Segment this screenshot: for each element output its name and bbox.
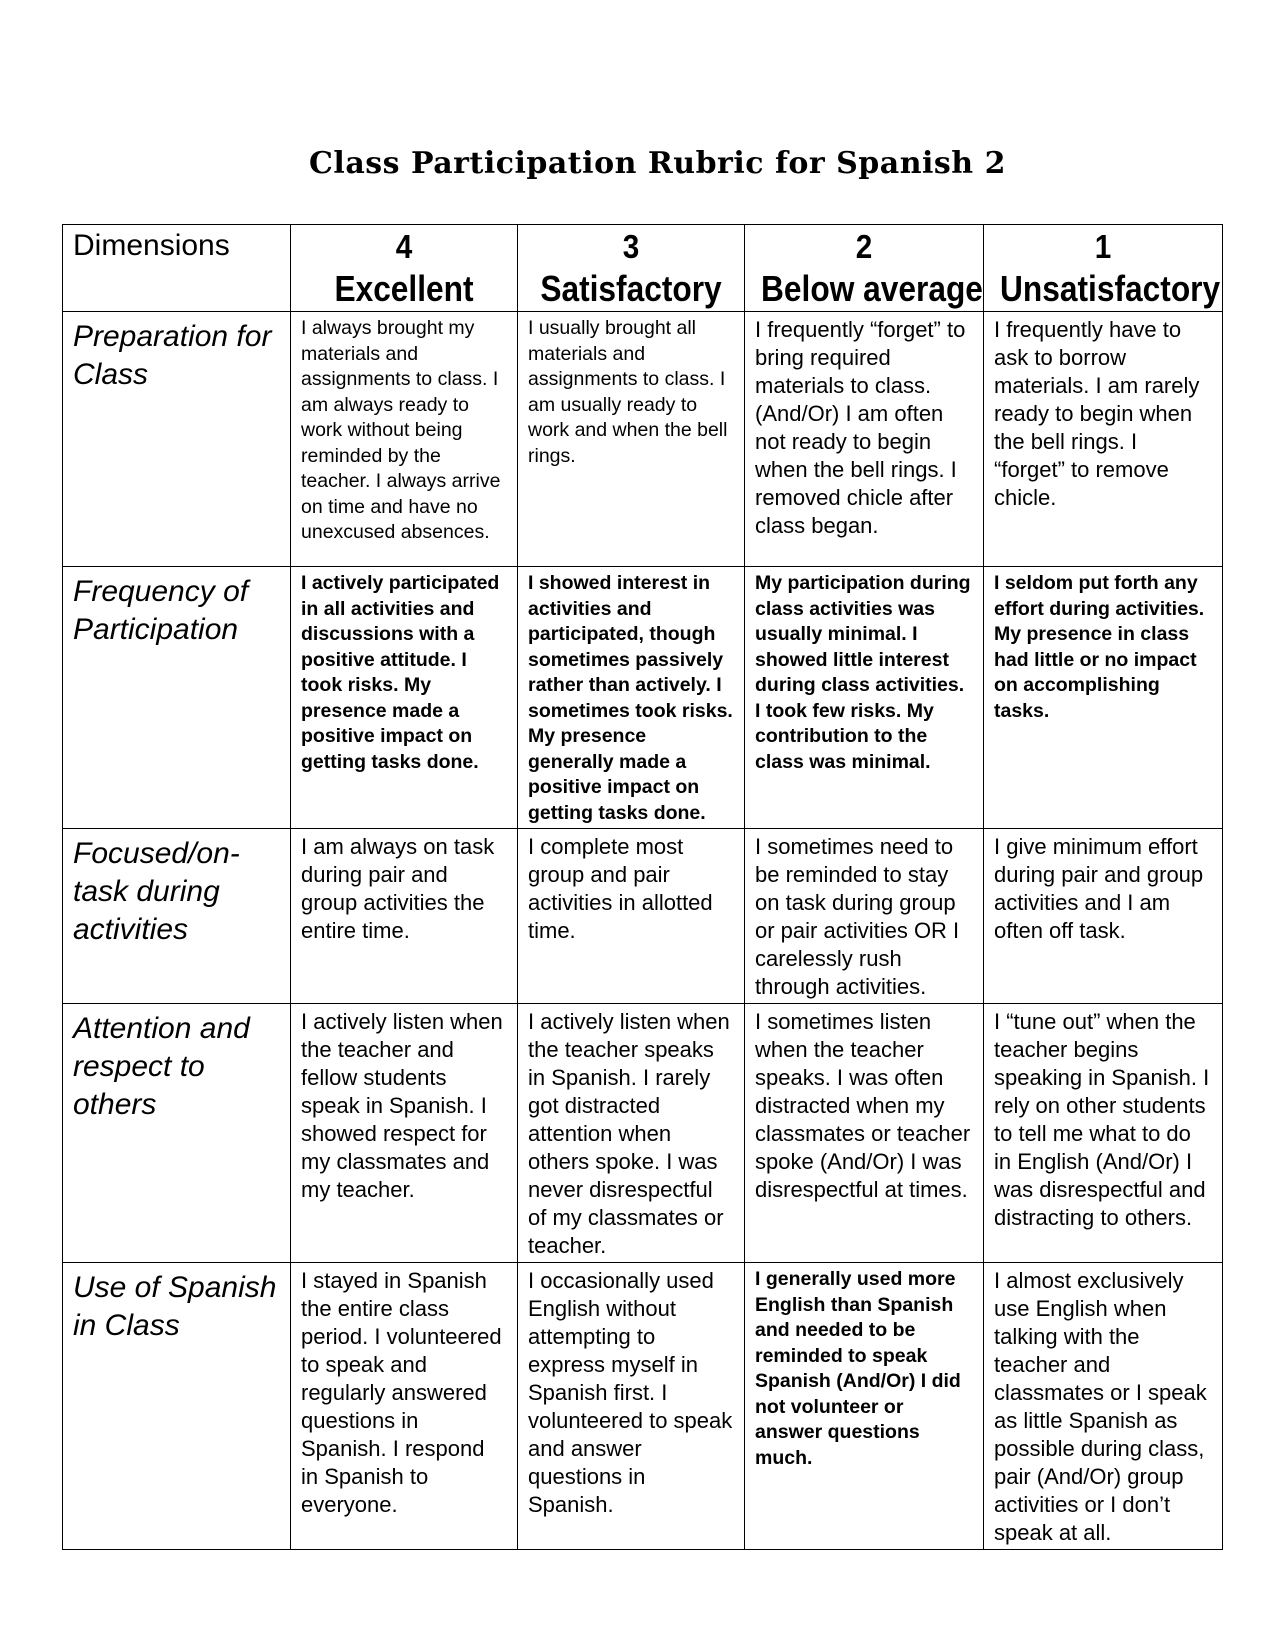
- criterion-cell: I give minimum effort during pair and group activities and I am often off task.: [984, 829, 1223, 1004]
- criterion-cell: I occasionally used English without attempting to express myself in Spanish first. I volunteered to speak and answer questions in Spanish.: [518, 1263, 745, 1550]
- rubric-table: [62, 224, 1223, 1550]
- table-row: [63, 312, 1223, 567]
- level-label: Satisfactory: [540, 268, 722, 309]
- criterion-cell: I generally used more English than Spanish and needed to be reminded to speak Spanish (And/Or) I did not volunteer or answer questions much.: [745, 1263, 984, 1550]
- level-score: 3: [622, 228, 640, 265]
- criterion-cell: I seldom put forth any effort during activities. My presence in class had little or no impact on accomplishing tasks.: [984, 567, 1223, 829]
- dimension-label: Use of Spanish in Class: [63, 1263, 291, 1550]
- criterion-cell: I frequently “forget” to bring required materials to class. (And/Or) I am often not ready to begin when the bell rings. I removed chicle after class began.: [745, 312, 984, 567]
- criterion-cell: I almost exclusively use English when talking with the teacher and classmates or I speak as little Spanish as possible during class, pair (And/Or) group activities or I don’t speak at all.: [984, 1263, 1223, 1550]
- table-row: [63, 829, 1223, 1004]
- criterion-cell: I stayed in Spanish the entire class period. I volunteered to speak and regularly answered questions in Spanish. I respond in Spanish to everyone.: [291, 1263, 518, 1550]
- table-row: [63, 567, 1223, 829]
- level-header-unsatisfactory: [984, 225, 1223, 312]
- dimension-label: Preparation for Class: [63, 312, 291, 567]
- criterion-cell: I actively participated in all activities and discussions with a positive attitude. I took risks. My presence made a positive impact on getting tasks done.: [291, 567, 518, 829]
- level-score: 4: [395, 228, 413, 265]
- dimension-label: Attention and respect to others: [63, 1004, 291, 1263]
- level-label: Below average: [761, 268, 983, 309]
- criterion-cell: I sometimes need to be reminded to stay on task during group or pair activities OR I carelessly rush through activities.: [745, 829, 984, 1004]
- dimensions-header: Dimensions: [63, 225, 291, 312]
- level-score: 2: [855, 228, 873, 265]
- level-score: 1: [1094, 228, 1112, 265]
- criterion-cell: I always brought my materials and assignments to class. I am always ready to work without being reminded by the teacher. I always arrive on time and have no unexcused absences.: [291, 312, 518, 567]
- criterion-cell: I usually brought all materials and assignments to class. I am usually ready to work and when the bell rings.: [518, 312, 745, 567]
- dimension-label: Focused/on-task during activities: [63, 829, 291, 1004]
- criterion-cell: I actively listen when the teacher and fellow students speak in Spanish. I showed respect for my classmates and my teacher.: [291, 1004, 518, 1263]
- criterion-cell: I frequently have to ask to borrow materials. I am rarely ready to begin when the bell rings. I “forget” to remove chicle.: [984, 312, 1223, 567]
- criterion-cell: I “tune out” when the teacher begins speaking in Spanish. I rely on other students to tell me what to do in English (And/Or) I was disrespectful and distracting to others.: [984, 1004, 1223, 1263]
- dimension-label: Frequency of Participation: [63, 567, 291, 829]
- level-label: Excellent: [334, 268, 474, 309]
- level-header-excellent: [291, 225, 518, 312]
- table-row: [63, 1004, 1223, 1263]
- level-label: Unsatisfactory: [1000, 268, 1221, 309]
- criterion-cell: I complete most group and pair activities in allotted time.: [518, 829, 745, 1004]
- header-row: [63, 225, 1223, 312]
- table-row: [63, 1263, 1223, 1550]
- level-header-below-average: [745, 225, 984, 312]
- level-header-satisfactory: [518, 225, 745, 312]
- criterion-cell: I showed interest in activities and participated, though sometimes passively rather than actively. I sometimes took risks. My presence generally made a positive impact on getting tasks done.: [518, 567, 745, 829]
- page-title: Class Participation Rubric for Spanish 2: [309, 146, 1006, 181]
- criterion-cell: I am always on task during pair and group activities the entire time.: [291, 829, 518, 1004]
- criterion-cell: I sometimes listen when the teacher speaks. I was often distracted when my classmates or teacher spoke (And/Or) I was disrespectful at times.: [745, 1004, 984, 1263]
- criterion-cell: My participation during class activities was usually minimal. I showed little interest during class activities. I took few risks. My contribution to the class was minimal.: [745, 567, 984, 829]
- criterion-cell: I actively listen when the teacher speaks in Spanish. I rarely got distracted attention when others spoke. I was never disrespectful of my classmates or teacher.: [518, 1004, 745, 1263]
